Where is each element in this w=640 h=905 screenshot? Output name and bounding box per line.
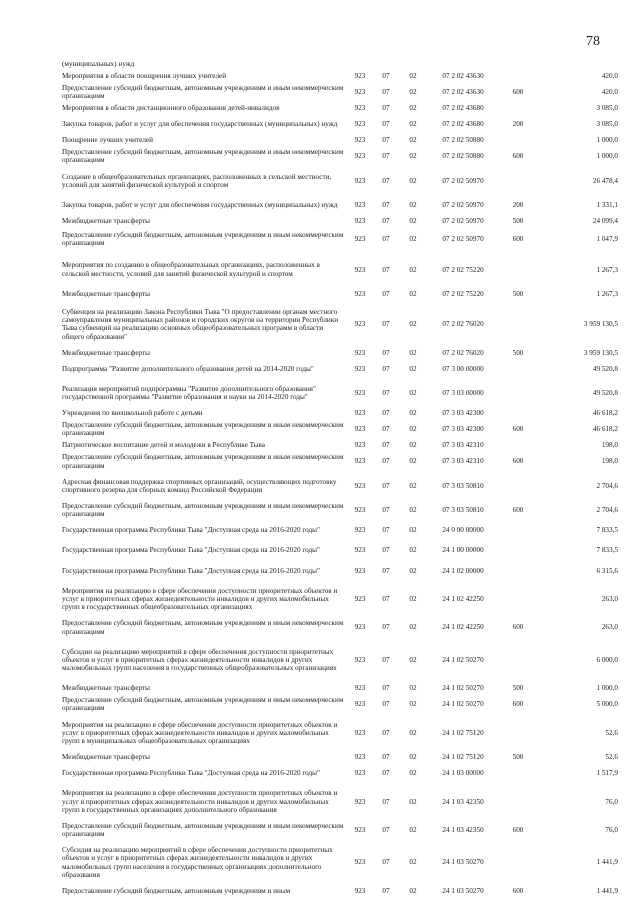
row-section-code: 07	[382, 595, 390, 603]
row-amount: 46 618,2	[592, 425, 618, 434]
row-amount: 2 704,6	[596, 481, 618, 490]
row-name: Предоставление субсидий бюджетным, автономным учреждениям и иным некоммерческим организациям	[62, 148, 344, 165]
row-subsection-code: 02	[409, 797, 417, 806]
row-name: Предоставление субсидий бюджетным, автономным учреждениям и иным некоммерческим организациям	[62, 619, 344, 636]
row-amount: 76,0	[605, 825, 618, 834]
row-name: Адресная финансовая поддержка спортивных организаций, осуществляющих подготовку спортивного резерва для сборных команд Российской Федерации	[62, 477, 337, 494]
row-target-code: 07 3 03 42310	[442, 441, 484, 450]
row-section-code: 07	[382, 87, 390, 96]
table-row	[62, 763, 620, 783]
row-section-code: 07	[382, 753, 390, 762]
row-subsection-code: 02	[409, 595, 417, 603]
table-row	[62, 229, 620, 249]
row-target-code: 07 2 02 75220	[442, 289, 484, 298]
row-subsection-code: 02	[409, 700, 417, 709]
row-amount: 7 833,5	[596, 546, 618, 555]
row-name: Предоставление субсидий бюджетным, автономным учреждениям и иным некоммерческим организациям	[62, 231, 344, 248]
row-subsection-code: 02	[409, 87, 417, 96]
row-section-code: 07	[382, 506, 390, 515]
row-amount: 420,0	[601, 87, 618, 96]
row-amount: 420,0	[601, 71, 618, 80]
row-target-code: 24 1 02 00000	[442, 566, 484, 575]
row-amount: 52,6	[605, 728, 618, 737]
row-name: Подпрограмма "Развитие дополнительного образования детей на 2014-2020 годы"	[62, 364, 314, 373]
row-ved-code: 923	[354, 769, 366, 778]
row-target-code: 24 1 03 50270	[442, 886, 484, 895]
table-row	[62, 820, 620, 840]
row-name: Государственная программа Республики Тыва "Доступная среда на 2016-2020 годы"	[62, 546, 320, 555]
row-target-code: 07 3 03 50810	[442, 506, 484, 515]
row-expense-type: 600	[512, 152, 524, 161]
row-amount: 46 618,2	[592, 409, 618, 418]
row-target-code: 24 1 02 75120	[442, 753, 484, 762]
row-ved-code: 923	[354, 409, 366, 418]
row-ved-code: 923	[354, 289, 366, 298]
row-section-code: 07	[382, 623, 390, 632]
row-name: Межбюджетные трансферты	[62, 289, 150, 298]
row-section-code: 07	[382, 825, 390, 834]
row-target-code: 07 3 00 00000	[442, 364, 484, 373]
row-ved-code: 923	[354, 235, 366, 244]
row-ved-code: 923	[354, 120, 366, 129]
row-subsection-code: 02	[409, 886, 417, 895]
row-name: Межбюджетные трансферты	[62, 684, 150, 693]
row-amount: 198,0	[601, 457, 618, 466]
row-name: Межбюджетные трансферты	[62, 753, 150, 762]
row-name: Предоставление субсидий бюджетным, автономным учреждениям и иным некоммерческим организациям	[62, 421, 344, 438]
row-subsection-code: 02	[409, 235, 417, 244]
table-row	[62, 715, 620, 752]
row-ved-code: 923	[354, 886, 366, 895]
row-name: Государственная программа Республики Тыва "Доступная среда на 2016-2020 годы"	[62, 526, 320, 535]
row-subsection-code: 02	[409, 684, 417, 693]
row-name: Мероприятия в области поощрения лучших учителей	[62, 71, 227, 80]
row-section-code: 07	[382, 769, 390, 778]
table-row	[62, 520, 620, 540]
row-target-code: 07 3 03 50810	[442, 481, 484, 490]
row-ved-code: 923	[354, 136, 366, 145]
row-ved-code: 923	[354, 481, 366, 490]
row-amount: 1 441,9	[596, 858, 618, 867]
row-target-code: 07 2 02 43680	[442, 120, 484, 129]
row-name: Учреждения по внешкольной работе с детьми	[62, 409, 203, 418]
row-subsection-code: 02	[409, 364, 417, 373]
row-target-code: 07 2 02 43680	[442, 104, 484, 113]
row-name: Мероприятия на реализацию в сфере обеспечения доступности приоритетных объектов и услуг в приоритетных сферах жизнедеятельности инвалидов и других маломобильных групп в государственных общеобразовательных организациях	[62, 586, 338, 612]
row-ved-code: 923	[354, 348, 366, 357]
table-row	[62, 783, 620, 820]
table-row	[62, 561, 620, 581]
row-name: Государственная программа Республики Тыва "Доступная среда на 2016-2020 годы"	[62, 566, 320, 575]
row-name: Предоставление субсидий бюджетным, автономным учреждениям и иным некоммерческим организациям	[62, 501, 344, 519]
row-ved-code: 923	[354, 797, 366, 806]
row-section-code: 07	[382, 858, 390, 867]
row-subsection-code: 02	[409, 858, 417, 867]
row-amount: 2 704,6	[596, 506, 618, 515]
row-subsection-code: 02	[409, 200, 417, 209]
row-target-code: 07 2 02 50880	[442, 152, 484, 161]
row-expense-type: 500	[512, 217, 524, 226]
table-row	[62, 500, 620, 520]
row-section-code: 07	[382, 409, 390, 418]
table-row	[62, 682, 620, 694]
row-name: Предоставление субсидий бюджетным, автономным учреждениям и иным некоммерческим организациям	[62, 821, 344, 839]
row-ved-code: 923	[354, 104, 366, 113]
row-subsection-code: 02	[409, 506, 417, 515]
row-name: Закупка товаров, работ и услуг для обеспечения государственных (муниципальных) нужд	[62, 200, 338, 209]
row-ved-code: 923	[354, 217, 366, 226]
row-name: Субсидии на реализацию мероприятий в сфере обеспечения доступности приоритетных объектов и услуг в приоритетных сферах жизнедеятельности инвалидов и других маломобильных групп населения в государственных общеобразовательных организациях	[62, 647, 337, 673]
row-subsection-code: 02	[409, 526, 417, 535]
table-row	[62, 302, 620, 347]
row-section-code: 07	[382, 457, 390, 466]
row-ved-code: 923	[354, 655, 366, 664]
row-section-code: 07	[382, 526, 390, 535]
row-amount: 5 000,0	[596, 700, 618, 709]
row-subsection-code: 02	[409, 152, 417, 161]
table-row	[62, 195, 620, 215]
table-row	[62, 215, 620, 227]
table-row	[62, 407, 620, 419]
row-section-code: 07	[382, 152, 390, 161]
row-section-code: 07	[382, 217, 390, 226]
row-subsection-code: 02	[409, 457, 417, 466]
row-ved-code: 923	[354, 389, 366, 397]
row-subsection-code: 02	[409, 769, 417, 778]
row-subsection-code: 02	[409, 655, 417, 664]
row-section-code: 07	[382, 235, 390, 244]
row-subsection-code: 02	[409, 409, 417, 418]
row-amount: 263,0	[601, 623, 618, 632]
row-subsection-code: 02	[409, 120, 417, 129]
row-expense-type: 600	[512, 623, 524, 632]
row-amount: 3 959 130,5	[583, 348, 618, 357]
row-target-code: 24 1 02 42250	[442, 595, 484, 603]
row-ved-code: 923	[354, 265, 366, 274]
row-name: Мероприятия на реализацию в сфере обеспечения доступности приоритетных объектов и услуг в приоритетных сферах жизнедеятельности инвалидов и других маломобильных групп в муниципальных общеобразовательных организациях	[62, 720, 338, 745]
row-target-code: 24 1 02 75120	[442, 728, 484, 737]
row-section-code: 07	[382, 481, 390, 490]
row-subsection-code: 02	[409, 265, 417, 274]
row-section-code: 07	[382, 348, 390, 357]
row-name: Поощрение лучших учителей	[62, 136, 153, 145]
row-subsection-code: 02	[409, 546, 417, 555]
row-ved-code: 923	[354, 364, 366, 373]
row-target-code: 07 2 02 50970	[442, 176, 484, 185]
row-target-code: 24 1 00 00000	[442, 546, 484, 555]
row-section-code: 07	[382, 700, 390, 709]
row-name: Субсидия на реализацию мероприятий в сфере обеспечения доступности приоритетных объектов и услуг в приоритетных сферах жизнедеятельности инвалидов и других маломобильных групп населения в государственных организациях дополнительного образования	[62, 846, 333, 879]
row-expense-type: 500	[512, 684, 524, 693]
row-name: Реализация мероприятий подпрограммы "Развитие дополнительного образования" государственной программы "Развитие образования и науки на 2014-2020 годы"	[62, 384, 316, 402]
row-subsection-code: 02	[409, 566, 417, 575]
row-ved-code: 923	[354, 623, 366, 632]
page-number: 78	[586, 34, 600, 49]
row-name: Предоставление субсидий бюджетным, автономным учреждениям и иным некоммерческим организациям	[62, 453, 344, 470]
row-name: Предоставление субсидий бюджетным, автономным учреждениям и иным	[62, 886, 291, 895]
row-subsection-code: 02	[409, 825, 417, 834]
table-row	[62, 581, 620, 618]
row-section-code: 07	[382, 655, 390, 664]
row-amount: 52,6	[605, 753, 618, 762]
row-ved-code: 923	[354, 152, 366, 161]
row-section-code: 07	[382, 566, 390, 575]
budget-table	[62, 58, 620, 897]
row-section-code: 07	[382, 289, 390, 298]
row-subsection-code: 02	[409, 623, 417, 632]
row-amount: 263,0	[601, 595, 618, 603]
row-subsection-code: 02	[409, 753, 417, 762]
table-row	[62, 82, 620, 102]
row-subsection-code: 02	[409, 176, 417, 185]
row-target-code: 07 2 02 50970	[442, 200, 484, 209]
row-ved-code: 923	[354, 457, 366, 466]
row-ved-code: 923	[354, 71, 366, 80]
row-expense-type: 600	[512, 87, 524, 96]
table-row	[62, 419, 620, 439]
table-row	[62, 70, 620, 82]
row-expense-type: 200	[512, 120, 524, 129]
row-amount: 1 441,9	[596, 886, 618, 895]
row-target-code: 24 1 03 42350	[442, 825, 484, 834]
row-expense-type: 600	[512, 700, 524, 709]
row-expense-type: 600	[512, 506, 524, 515]
row-expense-type: 600	[512, 886, 524, 895]
table-row	[62, 134, 620, 146]
row-ved-code: 923	[354, 200, 366, 209]
row-subsection-code: 02	[409, 71, 417, 80]
row-ved-code: 923	[354, 320, 366, 329]
row-ved-code: 923	[354, 441, 366, 450]
table-row	[62, 288, 620, 300]
row-section-code: 07	[382, 425, 390, 434]
row-section-code: 07	[382, 136, 390, 145]
row-name: Предоставление субсидий бюджетным, автономным учреждениям и иным некоммерческим организациям	[62, 83, 344, 101]
table-row	[62, 167, 620, 195]
row-target-code: 07 2 02 43630	[442, 71, 484, 80]
row-amount: 76,0	[605, 797, 618, 806]
row-subsection-code: 02	[409, 441, 417, 450]
row-amount: 49 520,8	[592, 364, 618, 373]
row-ved-code: 923	[354, 700, 366, 709]
table-row	[62, 251, 620, 288]
row-ved-code: 923	[354, 526, 366, 535]
row-ved-code: 923	[354, 506, 366, 515]
row-subsection-code: 02	[409, 104, 417, 113]
row-name: Мероприятия в области дистанционного образования детей-инвалидов	[62, 104, 280, 113]
row-amount: 6 315,6	[596, 566, 618, 575]
row-name: Предоставление субсидий бюджетным, автономным учреждениям и иным некоммерческим организациям	[62, 696, 344, 713]
row-subsection-code: 02	[409, 136, 417, 145]
row-expense-type: 500	[512, 753, 524, 762]
row-section-code: 07	[382, 104, 390, 113]
row-expense-type: 600	[512, 425, 524, 434]
row-name: Межбюджетные трансферты	[62, 217, 150, 226]
row-ved-code: 923	[354, 566, 366, 575]
row-target-code: 24 1 03 42350	[442, 797, 484, 806]
row-amount: 6 000,0	[596, 655, 618, 664]
row-target-code: 07 3 03 42300	[442, 409, 484, 418]
table-row	[62, 694, 620, 714]
row-name: Закупка товаров, работ и услуг для обеспечения государственных (муниципальных) нужд	[62, 120, 338, 129]
row-subsection-code: 02	[409, 728, 417, 737]
row-section-code: 07	[382, 389, 390, 397]
row-name: Патриотическое воспитание детей и молодежи в Республике Тыва	[62, 441, 265, 450]
row-ved-code: 923	[354, 684, 366, 693]
row-target-code: 07 2 02 75220	[442, 265, 484, 274]
row-target-code: 24 0 00 00000	[442, 526, 484, 535]
row-amount: 3 085,0	[596, 104, 618, 113]
row-section-code: 07	[382, 200, 390, 209]
row-name: Мероприятия по созданию в общеобразовательных организациях, расположенных в сельской местности, условий для занятий физической культурой и спортом	[62, 261, 320, 278]
row-target-code: 07 3 03 42310	[442, 457, 484, 466]
row-expense-type: 600	[512, 457, 524, 466]
row-subsection-code: 02	[409, 425, 417, 434]
row-amount: 1 267,3	[596, 265, 618, 274]
row-expense-type: 200	[512, 200, 524, 209]
row-section-code: 07	[382, 265, 390, 274]
row-ved-code: 923	[354, 858, 366, 867]
row-section-code: 07	[382, 684, 390, 693]
table-row	[62, 146, 620, 166]
row-subsection-code: 02	[409, 389, 417, 397]
row-ved-code: 923	[354, 825, 366, 834]
row-section-code: 07	[382, 120, 390, 129]
table-row	[62, 439, 620, 451]
row-subsection-code: 02	[409, 481, 417, 490]
row-name: Субвенция на реализацию Закона Республики Тыва "О предоставлении органам местного самоуправления муниципальных районов и городских округов на территории Республики Тыва субвенций на реализацию основных общеобразовательных программ в области общего образования"	[62, 307, 339, 341]
row-target-code: 24 1 03 00000	[442, 769, 484, 778]
row-amount: 24 099,4	[592, 217, 618, 226]
row-name: Создание в общеобразовательных организациях, расположенных в сельской местности, условий для занятий физической культурой и спортом	[62, 172, 332, 189]
row-amount: 1 000,0	[596, 152, 618, 161]
row-target-code: 07 3 03 00000	[442, 389, 484, 397]
table-row	[62, 751, 620, 763]
row-amount: 49 520,8	[592, 389, 618, 397]
row-subsection-code: 02	[409, 289, 417, 298]
row-name: Мероприятия на реализацию в сфере обеспечения доступности приоритетных объектов и услуг в приоритетных сферах жизнедеятельности инвалидов и других маломобильных групп в государственных организациях дополнительного образования	[62, 789, 338, 814]
row-ved-code: 923	[354, 425, 366, 434]
row-target-code: 24 1 02 50270	[442, 700, 484, 709]
row-expense-type: 600	[512, 825, 524, 834]
table-row	[62, 102, 620, 114]
row-ved-code: 923	[354, 595, 366, 603]
table-row	[62, 885, 620, 897]
row-target-code: 24 1 02 50270	[442, 684, 484, 693]
row-name: Государственная программа Республики Тыва "Доступная среда на 2016-2020 годы"	[62, 769, 320, 778]
row-amount: 7 833,5	[596, 526, 618, 535]
row-target-code: 24 1 02 42250	[442, 623, 484, 632]
row-section-code: 07	[382, 886, 390, 895]
row-subsection-code: 02	[409, 217, 417, 226]
row-target-code: 07 3 03 42300	[442, 425, 484, 434]
row-target-code: 07 2 02 50880	[442, 136, 484, 145]
table-row	[62, 347, 620, 359]
row-amount: 1 000,0	[596, 136, 618, 145]
table-row	[62, 359, 620, 379]
row-amount: 3 085,0	[596, 120, 618, 129]
table-row	[62, 540, 620, 560]
row-ved-code: 923	[354, 728, 366, 737]
table-row	[62, 58, 620, 70]
table-row	[62, 114, 620, 134]
row-amount: 1 517,9	[596, 769, 618, 778]
row-name: (муниципальных) нужд	[62, 59, 135, 68]
row-target-code: 24 1 03 50270	[442, 858, 484, 867]
row-section-code: 07	[382, 546, 390, 555]
row-section-code: 07	[382, 364, 390, 373]
table-row	[62, 379, 620, 407]
row-amount: 1 000,0	[596, 684, 618, 693]
row-target-code: 07 2 02 76020	[442, 348, 484, 357]
row-subsection-code: 02	[409, 348, 417, 357]
row-subsection-code: 02	[409, 320, 417, 329]
row-expense-type: 500	[512, 289, 524, 298]
row-expense-type: 600	[512, 235, 524, 244]
row-target-code: 07 2 02 50970	[442, 217, 484, 226]
row-amount: 1 047,9	[596, 235, 618, 244]
row-section-code: 07	[382, 797, 390, 806]
row-target-code: 07 2 02 50970	[442, 235, 484, 244]
table-row	[62, 617, 620, 637]
row-ved-code: 923	[354, 753, 366, 762]
row-section-code: 07	[382, 728, 390, 737]
row-target-code: 07 2 02 76020	[442, 320, 484, 329]
row-target-code: 07 2 02 43630	[442, 87, 484, 96]
row-section-code: 07	[382, 320, 390, 329]
row-target-code: 24 1 02 50270	[442, 655, 484, 664]
row-amount: 1 267,3	[596, 289, 618, 298]
row-amount: 3 959 130,5	[583, 320, 618, 329]
row-section-code: 07	[382, 71, 390, 80]
row-ved-code: 923	[354, 546, 366, 555]
row-amount: 1 331,1	[596, 200, 618, 209]
row-amount: 26 478,4	[592, 176, 618, 185]
row-ved-code: 923	[354, 87, 366, 96]
row-amount: 198,0	[601, 441, 618, 450]
row-name: Межбюджетные трансферты	[62, 348, 150, 357]
row-section-code: 07	[382, 176, 390, 185]
row-ved-code: 923	[354, 176, 366, 185]
table-row	[62, 638, 620, 683]
row-expense-type: 500	[512, 348, 524, 357]
table-row	[62, 840, 620, 885]
row-section-code: 07	[382, 441, 390, 450]
table-row	[62, 472, 620, 500]
table-row	[62, 451, 620, 471]
